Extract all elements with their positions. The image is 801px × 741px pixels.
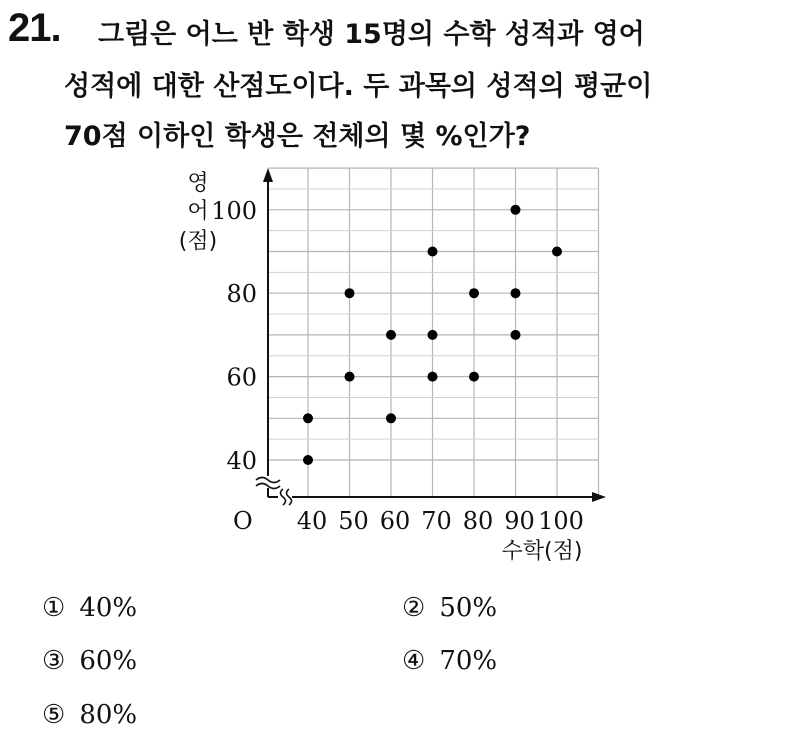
question-text-line-1: 그림은 어느 반 학생 15명의 수학 성적과 영어 bbox=[98, 19, 645, 50]
choice-1[interactable] bbox=[42, 593, 137, 623]
x-tick-label: 50 bbox=[338, 507, 369, 535]
scatter-point bbox=[303, 455, 313, 465]
x-tick-label: 60 bbox=[379, 507, 411, 535]
choice-3-text: 60% bbox=[79, 646, 138, 676]
choice-5-mark: ⑤ bbox=[42, 700, 66, 730]
scatter-point bbox=[386, 413, 396, 423]
scatter-point bbox=[552, 247, 562, 257]
scatter-point bbox=[469, 288, 479, 298]
y-axis-arrow bbox=[263, 168, 273, 182]
scatter-point bbox=[511, 288, 521, 298]
x-axis-label: 수학(점) bbox=[501, 539, 583, 564]
choice-5-text: 80% bbox=[79, 700, 138, 730]
question-text-line-2: 성적에 대한 산점도이다. 두 과목의 성적의 평균이 bbox=[64, 71, 653, 102]
scatter-point bbox=[428, 372, 438, 382]
choice-4-text: 70% bbox=[439, 646, 498, 676]
x-tick-label: 80 bbox=[462, 507, 494, 535]
choice-4[interactable] bbox=[402, 646, 497, 676]
scatter-point bbox=[428, 330, 438, 340]
y-axis-label-unit: (점) bbox=[178, 229, 218, 254]
scatter-point bbox=[511, 330, 521, 340]
choice-2-text: 50% bbox=[439, 593, 498, 623]
scatter-point bbox=[303, 413, 313, 423]
choice-3[interactable] bbox=[42, 646, 137, 676]
scatter-point bbox=[469, 372, 479, 382]
scatter-point bbox=[428, 247, 438, 257]
question-text-line-3: 70점 이하인 학생은 전체의 몇 %인가? bbox=[64, 121, 531, 152]
choice-1-text: 40% bbox=[79, 593, 138, 623]
scatter-point bbox=[345, 288, 355, 298]
choice-3-mark: ③ bbox=[42, 646, 66, 676]
origin-label: O bbox=[233, 507, 253, 535]
choice-5[interactable] bbox=[42, 700, 137, 730]
y-tick-label: 60 bbox=[226, 363, 257, 392]
y-tick-label: 100 bbox=[211, 196, 257, 225]
scatter-point bbox=[511, 205, 521, 215]
scatter-point bbox=[386, 330, 396, 340]
y-axis-label-char-1: 영 bbox=[187, 171, 209, 196]
choice-2-mark: ② bbox=[402, 593, 426, 623]
x-tick-label: 90 bbox=[504, 507, 535, 535]
x-tick-label: 70 bbox=[421, 507, 452, 535]
y-axis-label-char-2: 어 bbox=[187, 199, 209, 224]
question-number: 21. bbox=[8, 6, 61, 50]
choice-4-mark: ④ bbox=[402, 646, 426, 676]
x-tick-label: 100 bbox=[538, 507, 584, 535]
x-tick-label: 40 bbox=[296, 507, 328, 535]
choice-1-mark: ① bbox=[42, 593, 66, 623]
y-tick-label: 80 bbox=[226, 280, 257, 309]
choice-2[interactable] bbox=[402, 593, 497, 623]
scatter-point bbox=[345, 372, 355, 382]
y-tick-label: 40 bbox=[226, 447, 257, 475]
